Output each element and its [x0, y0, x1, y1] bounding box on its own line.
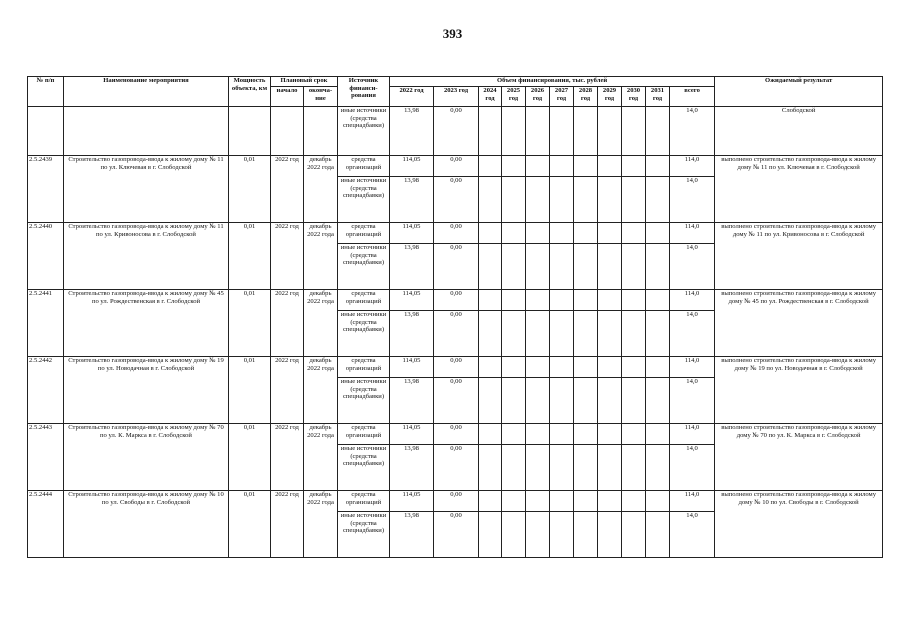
- cell-source: средства организаций: [338, 156, 390, 177]
- header-plan-term: Плановый срок: [271, 77, 338, 87]
- cell-empty: [646, 156, 670, 177]
- cell-end: декабрь 2022 года: [304, 223, 338, 290]
- header-num: № п/п: [28, 77, 64, 107]
- cell-total: 114,0: [670, 491, 715, 512]
- cell-start: 2022 год: [271, 357, 304, 424]
- cell-start: 2022 год: [271, 223, 304, 290]
- cell-2022: 114,05: [390, 156, 434, 177]
- cell-start: 2022 год: [271, 156, 304, 223]
- cell-2022: 13,98: [390, 177, 434, 223]
- header-year: 2025 год: [502, 87, 526, 107]
- cell-2022: 13,98: [390, 311, 434, 357]
- cell-empty: [526, 290, 550, 311]
- cell-start: 2022 год: [271, 290, 304, 357]
- cell-capacity: 0,01: [229, 424, 271, 491]
- cell-empty: [622, 244, 646, 290]
- cell-name: Строительство газопровода-ввода к жилому дому № 11 по ул. Ключевая в г. Слободской: [64, 156, 229, 223]
- cell-empty: [479, 107, 502, 156]
- cell-end: декабрь 2022 года: [304, 156, 338, 223]
- cell-num: 2.5.2442: [28, 357, 64, 424]
- cell-empty: [598, 512, 622, 558]
- table-row: [28, 107, 883, 156]
- cell-2023: 0,00: [434, 244, 479, 290]
- cell-empty: [502, 424, 526, 445]
- cell-2023: 0,00: [434, 378, 479, 424]
- cell-empty: [479, 357, 502, 378]
- cell-empty: [526, 223, 550, 244]
- cell-empty: [479, 311, 502, 357]
- cell-empty: [550, 290, 574, 311]
- cell-empty: [646, 223, 670, 244]
- cell-capacity: 0,01: [229, 156, 271, 223]
- cell-empty: [598, 378, 622, 424]
- header-year: 2023 год: [434, 87, 479, 107]
- cell-result: Слободской: [715, 107, 883, 156]
- cell-2023: 0,00: [434, 290, 479, 311]
- cell-empty: [598, 177, 622, 223]
- cell-empty: [598, 107, 622, 156]
- cell-empty: [526, 512, 550, 558]
- cell-empty: [574, 512, 598, 558]
- cell-total: 14,0: [670, 107, 715, 156]
- cell-empty: [622, 107, 646, 156]
- header-source: Источник финанси-рования: [338, 77, 390, 107]
- header-year: 2028 год: [574, 87, 598, 107]
- cell-empty: [574, 223, 598, 244]
- funding-table: [27, 76, 883, 558]
- cell-source: средства организаций: [338, 357, 390, 378]
- cell-empty: [622, 290, 646, 311]
- cell-empty: [646, 290, 670, 311]
- cell-empty: [526, 156, 550, 177]
- header-funding: Объем финансирования, тыс. рублей: [390, 77, 715, 87]
- cell-num: [28, 107, 64, 156]
- cell-2023: 0,00: [434, 512, 479, 558]
- cell-empty: [550, 378, 574, 424]
- cell-empty: [479, 290, 502, 311]
- cell-empty: [550, 311, 574, 357]
- cell-capacity: 0,01: [229, 290, 271, 357]
- cell-empty: [646, 512, 670, 558]
- cell-empty: [574, 177, 598, 223]
- cell-name: Строительство газопровода-ввода к жилому дому № 10 по ул. Свободы в г. Слободской: [64, 491, 229, 558]
- cell-2022: 114,05: [390, 290, 434, 311]
- cell-name: Строительство газопровода-ввода к жилому дому № 11 по ул. Кривоносова в г. Слободской: [64, 223, 229, 290]
- table-row: [28, 223, 883, 244]
- cell-empty: [646, 357, 670, 378]
- cell-empty: [574, 445, 598, 491]
- cell-end: [304, 107, 338, 156]
- cell-empty: [622, 223, 646, 244]
- cell-capacity: 0,01: [229, 357, 271, 424]
- header-year: 2031 год: [646, 87, 670, 107]
- cell-source: средства организаций: [338, 424, 390, 445]
- cell-empty: [550, 357, 574, 378]
- cell-empty: [550, 107, 574, 156]
- cell-empty: [646, 378, 670, 424]
- cell-empty: [550, 223, 574, 244]
- cell-result: выполнено строительство газопровода-ввода к жилому дому № 11 по ул. Ключевая в г. Слободской: [715, 156, 883, 223]
- cell-empty: [646, 107, 670, 156]
- cell-empty: [502, 311, 526, 357]
- cell-empty: [526, 491, 550, 512]
- cell-empty: [550, 244, 574, 290]
- cell-source: средства организаций: [338, 491, 390, 512]
- cell-name: Строительство газопровода-ввода к жилому дому № 70 по ул. К. Маркса в г. Слободской: [64, 424, 229, 491]
- cell-result: выполнено строительство газопровода-ввода к жилому дому № 10 по ул. Свободы в г. Слободской: [715, 491, 883, 558]
- cell-empty: [574, 290, 598, 311]
- cell-empty: [646, 424, 670, 445]
- cell-result: выполнено строительство газопровода-ввода к жилому дому № 11 по ул. Кривоносова в г. Слободской: [715, 223, 883, 290]
- cell-empty: [598, 424, 622, 445]
- cell-empty: [598, 156, 622, 177]
- cell-empty: [479, 512, 502, 558]
- header-row: [28, 77, 883, 87]
- cell-result: выполнено строительство газопровода-ввода к жилому дому № 45 по ул. Рождественская в г. Слободской: [715, 290, 883, 357]
- cell-empty: [622, 177, 646, 223]
- cell-total: 114,0: [670, 424, 715, 445]
- cell-empty: [479, 177, 502, 223]
- cell-capacity: 0,01: [229, 223, 271, 290]
- header-year: 2022 год: [390, 87, 434, 107]
- cell-empty: [622, 378, 646, 424]
- cell-empty: [550, 512, 574, 558]
- header-result: Ожидаемый результат: [715, 77, 883, 107]
- cell-empty: [550, 491, 574, 512]
- cell-empty: [574, 311, 598, 357]
- cell-empty: [479, 223, 502, 244]
- header-year: 2027 год: [550, 87, 574, 107]
- cell-empty: [502, 512, 526, 558]
- header-end: оконча-ние: [304, 87, 338, 107]
- cell-end: декабрь 2022 года: [304, 424, 338, 491]
- cell-2022: 13,98: [390, 378, 434, 424]
- cell-total: 114,0: [670, 357, 715, 378]
- cell-2023: 0,00: [434, 107, 479, 156]
- cell-total: 14,0: [670, 445, 715, 491]
- cell-empty: [550, 445, 574, 491]
- cell-empty: [550, 177, 574, 223]
- cell-empty: [574, 424, 598, 445]
- cell-start: 2022 год: [271, 491, 304, 558]
- cell-empty: [598, 445, 622, 491]
- cell-empty: [526, 311, 550, 357]
- header-year: 2024 год: [479, 87, 502, 107]
- cell-source: иные источники (средства спецнадбавки): [338, 244, 390, 290]
- cell-total: 114,0: [670, 290, 715, 311]
- header-year: 2026 год: [526, 87, 550, 107]
- cell-empty: [526, 244, 550, 290]
- cell-2023: 0,00: [434, 156, 479, 177]
- cell-empty: [526, 378, 550, 424]
- cell-empty: [550, 156, 574, 177]
- cell-empty: [574, 107, 598, 156]
- cell-start: 2022 год: [271, 424, 304, 491]
- cell-start: [271, 107, 304, 156]
- header-capacity: Мощность объекта, км: [229, 77, 271, 107]
- cell-empty: [598, 290, 622, 311]
- cell-2022: 13,98: [390, 107, 434, 156]
- cell-empty: [502, 107, 526, 156]
- cell-empty: [502, 357, 526, 378]
- cell-2023: 0,00: [434, 357, 479, 378]
- cell-source: средства организаций: [338, 223, 390, 244]
- cell-total: 114,0: [670, 223, 715, 244]
- cell-empty: [622, 311, 646, 357]
- cell-2023: 0,00: [434, 311, 479, 357]
- cell-empty: [526, 445, 550, 491]
- cell-name: Строительство газопровода-ввода к жилому дому № 45 по ул. Рождественская в г. Слободской: [64, 290, 229, 357]
- cell-num: 2.5.2444: [28, 491, 64, 558]
- cell-source: иные источники (средства спецнадбавки): [338, 445, 390, 491]
- cell-total: 14,0: [670, 378, 715, 424]
- cell-2022: 114,05: [390, 424, 434, 445]
- cell-empty: [479, 378, 502, 424]
- cell-empty: [622, 357, 646, 378]
- cell-total: 14,0: [670, 512, 715, 558]
- page-number: 393: [442, 26, 463, 41]
- cell-result: выполнено строительство газопровода-ввода к жилому дому № 19 по ул. Новодачная в г. Слободской: [715, 357, 883, 424]
- cell-empty: [646, 177, 670, 223]
- cell-empty: [574, 156, 598, 177]
- cell-empty: [646, 445, 670, 491]
- table-row: [28, 357, 883, 378]
- cell-capacity: [229, 107, 271, 156]
- cell-empty: [502, 177, 526, 223]
- cell-2022: 13,98: [390, 512, 434, 558]
- cell-total: 14,0: [670, 311, 715, 357]
- cell-empty: [598, 223, 622, 244]
- cell-empty: [479, 244, 502, 290]
- cell-num: 2.5.2439: [28, 156, 64, 223]
- cell-empty: [526, 357, 550, 378]
- cell-empty: [622, 491, 646, 512]
- cell-end: декабрь 2022 года: [304, 290, 338, 357]
- cell-empty: [574, 357, 598, 378]
- header-year: 2030 год: [622, 87, 646, 107]
- cell-empty: [526, 177, 550, 223]
- cell-empty: [574, 378, 598, 424]
- cell-2023: 0,00: [434, 177, 479, 223]
- cell-empty: [502, 378, 526, 424]
- cell-empty: [598, 357, 622, 378]
- cell-empty: [646, 244, 670, 290]
- cell-empty: [598, 244, 622, 290]
- cell-empty: [526, 424, 550, 445]
- header-total: всего: [670, 87, 715, 107]
- cell-empty: [479, 424, 502, 445]
- cell-total: 114,0: [670, 156, 715, 177]
- table-row: [28, 156, 883, 177]
- cell-name: [64, 107, 229, 156]
- cell-empty: [502, 491, 526, 512]
- cell-2022: 13,98: [390, 244, 434, 290]
- cell-2022: 114,05: [390, 223, 434, 244]
- cell-source: иные источники (средства спецнадбавки): [338, 311, 390, 357]
- cell-empty: [646, 311, 670, 357]
- table-row: [28, 424, 883, 445]
- header-year: 2029 год: [598, 87, 622, 107]
- cell-2022: 114,05: [390, 357, 434, 378]
- cell-empty: [502, 156, 526, 177]
- cell-2023: 0,00: [434, 424, 479, 445]
- cell-num: 2.5.2440: [28, 223, 64, 290]
- cell-2022: 114,05: [390, 491, 434, 512]
- cell-total: 14,0: [670, 177, 715, 223]
- header-name: Наименование мероприятия: [64, 77, 229, 107]
- cell-end: декабрь 2022 года: [304, 357, 338, 424]
- cell-2022: 13,98: [390, 445, 434, 491]
- cell-name: Строительство газопровода-ввода к жилому дому № 19 по ул. Новодачная в г. Слободской: [64, 357, 229, 424]
- cell-empty: [479, 156, 502, 177]
- cell-result: выполнено строительство газопровода-ввода к жилому дому № 70 по ул. К. Маркса в г. Слободской: [715, 424, 883, 491]
- cell-num: 2.5.2443: [28, 424, 64, 491]
- cell-empty: [502, 223, 526, 244]
- cell-empty: [550, 424, 574, 445]
- cell-empty: [479, 445, 502, 491]
- cell-empty: [526, 107, 550, 156]
- cell-source: иные источники (средства спецнадбавки): [338, 512, 390, 558]
- cell-capacity: 0,01: [229, 491, 271, 558]
- cell-end: декабрь 2022 года: [304, 491, 338, 558]
- header-start: начало: [271, 87, 304, 107]
- cell-empty: [502, 445, 526, 491]
- table-row: [28, 290, 883, 311]
- cell-empty: [502, 244, 526, 290]
- cell-empty: [646, 491, 670, 512]
- cell-source: иные источники (средства спецнадбавки): [338, 107, 390, 156]
- cell-source: иные источники (средства спецнадбавки): [338, 378, 390, 424]
- cell-empty: [622, 445, 646, 491]
- table-row: [28, 491, 883, 512]
- cell-empty: [598, 311, 622, 357]
- cell-empty: [622, 512, 646, 558]
- cell-2023: 0,00: [434, 223, 479, 244]
- cell-empty: [574, 491, 598, 512]
- cell-empty: [622, 424, 646, 445]
- cell-total: 14,0: [670, 244, 715, 290]
- cell-2023: 0,00: [434, 445, 479, 491]
- cell-2023: 0,00: [434, 491, 479, 512]
- cell-source: иные источники (средства спецнадбавки): [338, 177, 390, 223]
- cell-empty: [574, 244, 598, 290]
- cell-empty: [502, 290, 526, 311]
- cell-empty: [479, 491, 502, 512]
- cell-empty: [598, 491, 622, 512]
- cell-num: 2.5.2441: [28, 290, 64, 357]
- cell-source: средства организаций: [338, 290, 390, 311]
- cell-empty: [622, 156, 646, 177]
